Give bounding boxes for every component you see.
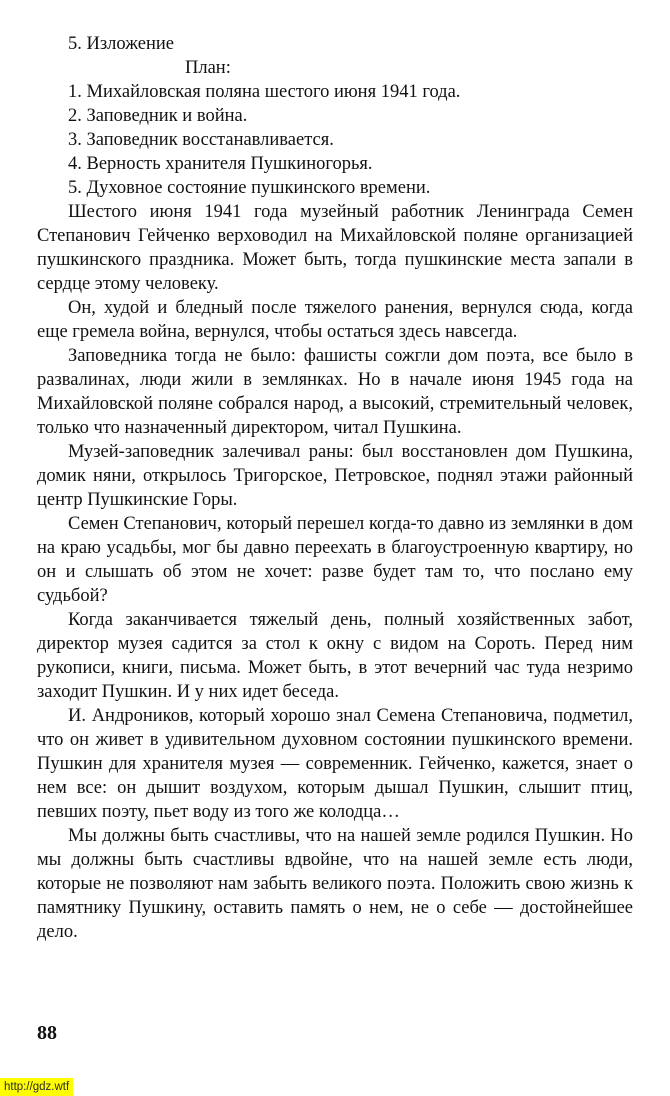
- paragraph: Он, худой и бледный после тяжелого ранения, вернулся сюда, когда еще гремела война, вернулся, чтобы остаться здесь навсегда.: [37, 298, 633, 342]
- plan-item: 5. Духовное состояние пушкинского времени.: [68, 178, 431, 198]
- plan-title: План:: [185, 58, 231, 78]
- source-link[interactable]: http://gdz.wtf: [0, 1078, 73, 1096]
- page-number: 88: [37, 1022, 57, 1044]
- plan-item: 1. Михайловская поляна шестого июня 1941 года.: [68, 82, 461, 102]
- paragraph: Заповедника тогда не было: фашисты сожгли дом поэта, все было в развалинах, люди жили в землянках. Но в начале июня 1945 года на Михайловской поляне собрался народ, а высокий, стремительный человек, только что назначенный директором, читал Пушкина.: [37, 346, 633, 438]
- plan-item: 4. Верность хранителя Пушкиногорья.: [68, 154, 373, 174]
- page-body: [37, 32, 633, 944]
- section-heading: 5. Изложение: [68, 34, 174, 54]
- plan-list: [37, 80, 633, 200]
- paragraph: И. Андроников, который хорошо знал Семена Степановича, подметил, что он живет в удивительном духовном состоянии пушкинского времени. Пушкин для хранителя музея — современник. Гейченко, кажется, знает о нем все: он дышит воздухом, которым дышал Пушкин, слышит птиц, певших поэту, пьет воду из того же колодца…: [37, 706, 633, 822]
- plan-item: 3. Заповедник восстанавливается.: [68, 130, 334, 150]
- paragraph: Семен Степанович, который перешел когда-то давно из землянки в дом на краю усадьбы, мог бы давно переехать в благоустроенную квартиру, но он и слышать об этом не хочет: разве будет там то, что послано ему судьбой?: [37, 514, 633, 606]
- plan-item: 2. Заповедник и война.: [68, 106, 248, 126]
- paragraph: Мы должны быть счастливы, что на нашей земле родился Пушкин. Но мы должны быть счастливы вдвойне, что на нашей земле есть люди, которые не позволяют нам забыть великого поэта. Положить свою жизнь к памятнику Пушкину, оставить память о нем, не о себе — достойнейшее дело.: [37, 826, 633, 942]
- paragraph: Музей-заповедник залечивал раны: был восстановлен дом Пушкина, домик няни, открылось Тригорское, Петровское, поднял этажи районный центр Пушкинские Горы.: [37, 442, 633, 510]
- essay-text: [37, 200, 633, 944]
- paragraph: Когда заканчивается тяжелый день, полный хозяйственных забот, директор музея садится за стол к окну с видом на Сороть. Перед ним рукописи, книги, письма. Может быть, в этот вечерний час туда незримо заходит Пушкин. И у них идет беседа.: [37, 610, 633, 702]
- paragraph: Шестого июня 1941 года музейный работник Ленинграда Семен Степанович Гейченко верховодил на Михайловской поляне организацией пушкинского праздника. Может быть, тогда пушкинские места запали в сердце этому человеку.: [37, 202, 633, 294]
